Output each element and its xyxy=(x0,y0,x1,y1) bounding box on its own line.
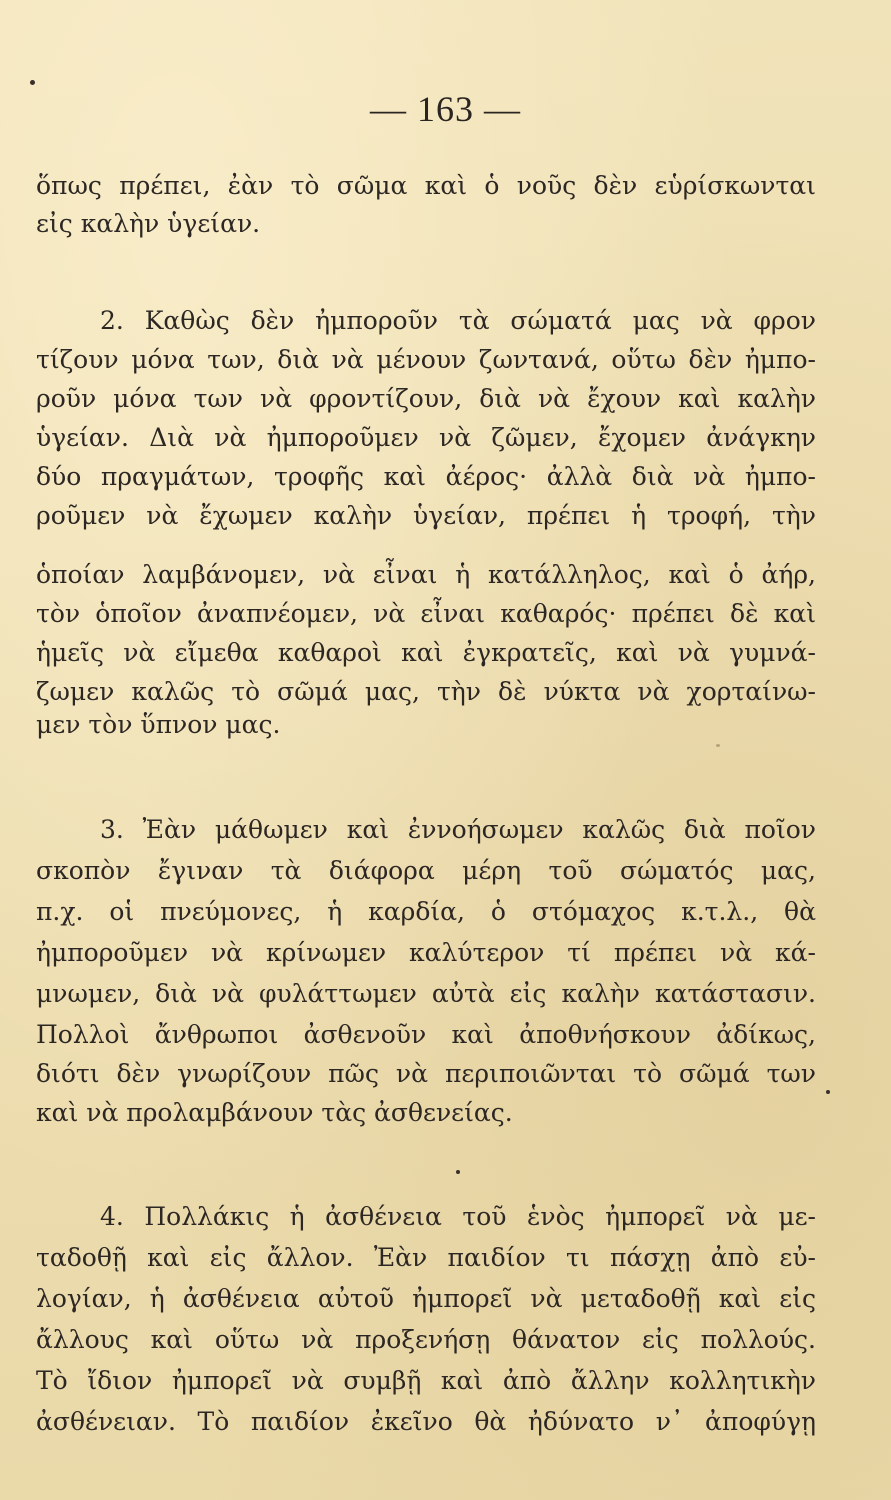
text-line: ἄλλους καὶ οὕτω νὰ προξενήσῃ θάνατον εἰς πολλούς. xyxy=(36,1325,816,1354)
text-line: π.χ. οἱ πνεύμονες, ἡ καρδία, ὁ στόμαχος κ.τ.λ., θὰ xyxy=(36,897,816,926)
paper-speck xyxy=(456,1170,460,1174)
text-line: λογίαν, ἡ ἀσθένεια αὐτοῦ ἠμπορεῖ νὰ μεταδοθῇ καὶ εἰς xyxy=(36,1284,816,1313)
text-line: ἀσθένειαν. Τὸ παιδίον ἐκεῖνο θὰ ἠδύνατο ν᾿ ἀποφύγῃ xyxy=(36,1407,816,1436)
text-line: καὶ νὰ προλαμβάνουν τὰς ἀσθενείας. xyxy=(36,1098,513,1127)
text-line: δύο πραγμάτων, τροφῆς καὶ ἀέρος· ἀλλὰ διὰ νὰ ἠμπο- xyxy=(36,462,816,491)
text-line: ροῦν μόνα των νὰ φροντίζουν, διὰ νὰ ἔχουν καὶ καλὴν xyxy=(36,384,816,413)
paper-speck xyxy=(716,744,720,747)
paper-speck xyxy=(826,1090,830,1094)
text-line: τίζουν μόνα των, διὰ νὰ μένουν ζωντανά, οὕτω δὲν ἠμπο- xyxy=(36,345,816,374)
text-line: σκοπὸν ἔγιναν τὰ διάφορα μέρη τοῦ σώματός μας, xyxy=(36,856,816,885)
text-line: Πολλοὶ ἄνθρωποι ἀσθενοῦν καὶ ἀποθνήσκουν ἀδίκως, xyxy=(36,1020,816,1049)
text-line: ἠμποροῦμεν νὰ κρίνωμεν καλύτερον τί πρέπει νὰ κά- xyxy=(36,938,816,967)
text-line: ὑγείαν. Διὰ νὰ ἠμποροῦμεν νὰ ζῶμεν, ἔχομεν ἀνάγκην xyxy=(36,423,816,452)
text-line: ὅπως πρέπει, ἐὰν τὸ σῶμα καὶ ὁ νοῦς δὲν εὑρίσκωνται xyxy=(36,171,816,200)
text-line: διότι δὲν γνωρίζουν πῶς νὰ περιποιῶνται τὸ σῶμά των xyxy=(36,1059,816,1088)
page-number: — 163 — xyxy=(370,89,521,129)
text-line: τὸν ὁποῖον ἀναπνέομεν, νὰ εἶναι καθαρός· πρέπει δὲ καὶ xyxy=(36,599,816,628)
paper-speck xyxy=(30,80,35,85)
paragraph-first-line: 2. Καθὼς δὲν ἠμποροῦν τὰ σώματά μας νὰ φρον xyxy=(100,306,816,335)
text-line: Τὸ ἴδιον ἠμπορεῖ νὰ συμβῇ καὶ ἀπὸ ἄλλην κολλητικὴν xyxy=(36,1366,816,1395)
text-line: ταδοθῇ καὶ εἰς ἄλλον. Ἐὰν παιδίον τι πάσχῃ ἀπὸ εὐ- xyxy=(36,1243,816,1272)
text-line: μεν τὸν ὕπνον μας. xyxy=(36,710,281,739)
paragraph-first-line: 4. Πολλάκις ἡ ἀσθένεια τοῦ ἑνὸς ἠμπορεῖ νὰ με- xyxy=(100,1202,816,1231)
text-line: ροῦμεν νὰ ἔχωμεν καλὴν ὑγείαν, πρέπει ἡ τροφή, τὴν xyxy=(36,501,816,530)
text-line: ἡμεῖς νὰ εἴμεθα καθαροὶ καὶ ἐγκρατεῖς, καὶ νὰ γυμνά- xyxy=(36,638,816,667)
text-line: ζωμεν καλῶς τὸ σῶμά μας, τὴν δὲ νύκτα νὰ χορταίνω- xyxy=(36,677,816,706)
paragraph-first-line: 3. Ἐὰν μάθωμεν καὶ ἐννοήσωμεν καλῶς διὰ ποῖον xyxy=(100,815,816,844)
text-line: εἰς καλὴν ὑγείαν. xyxy=(36,209,261,238)
text-line: ὁποίαν λαμβάνομεν, νὰ εἶναι ἡ κατάλληλος, καὶ ὁ ἀήρ, xyxy=(36,560,816,589)
text-line: μνωμεν, διὰ νὰ φυλάττωμεν αὐτὰ εἰς καλὴν κατάστασιν. xyxy=(36,979,816,1008)
